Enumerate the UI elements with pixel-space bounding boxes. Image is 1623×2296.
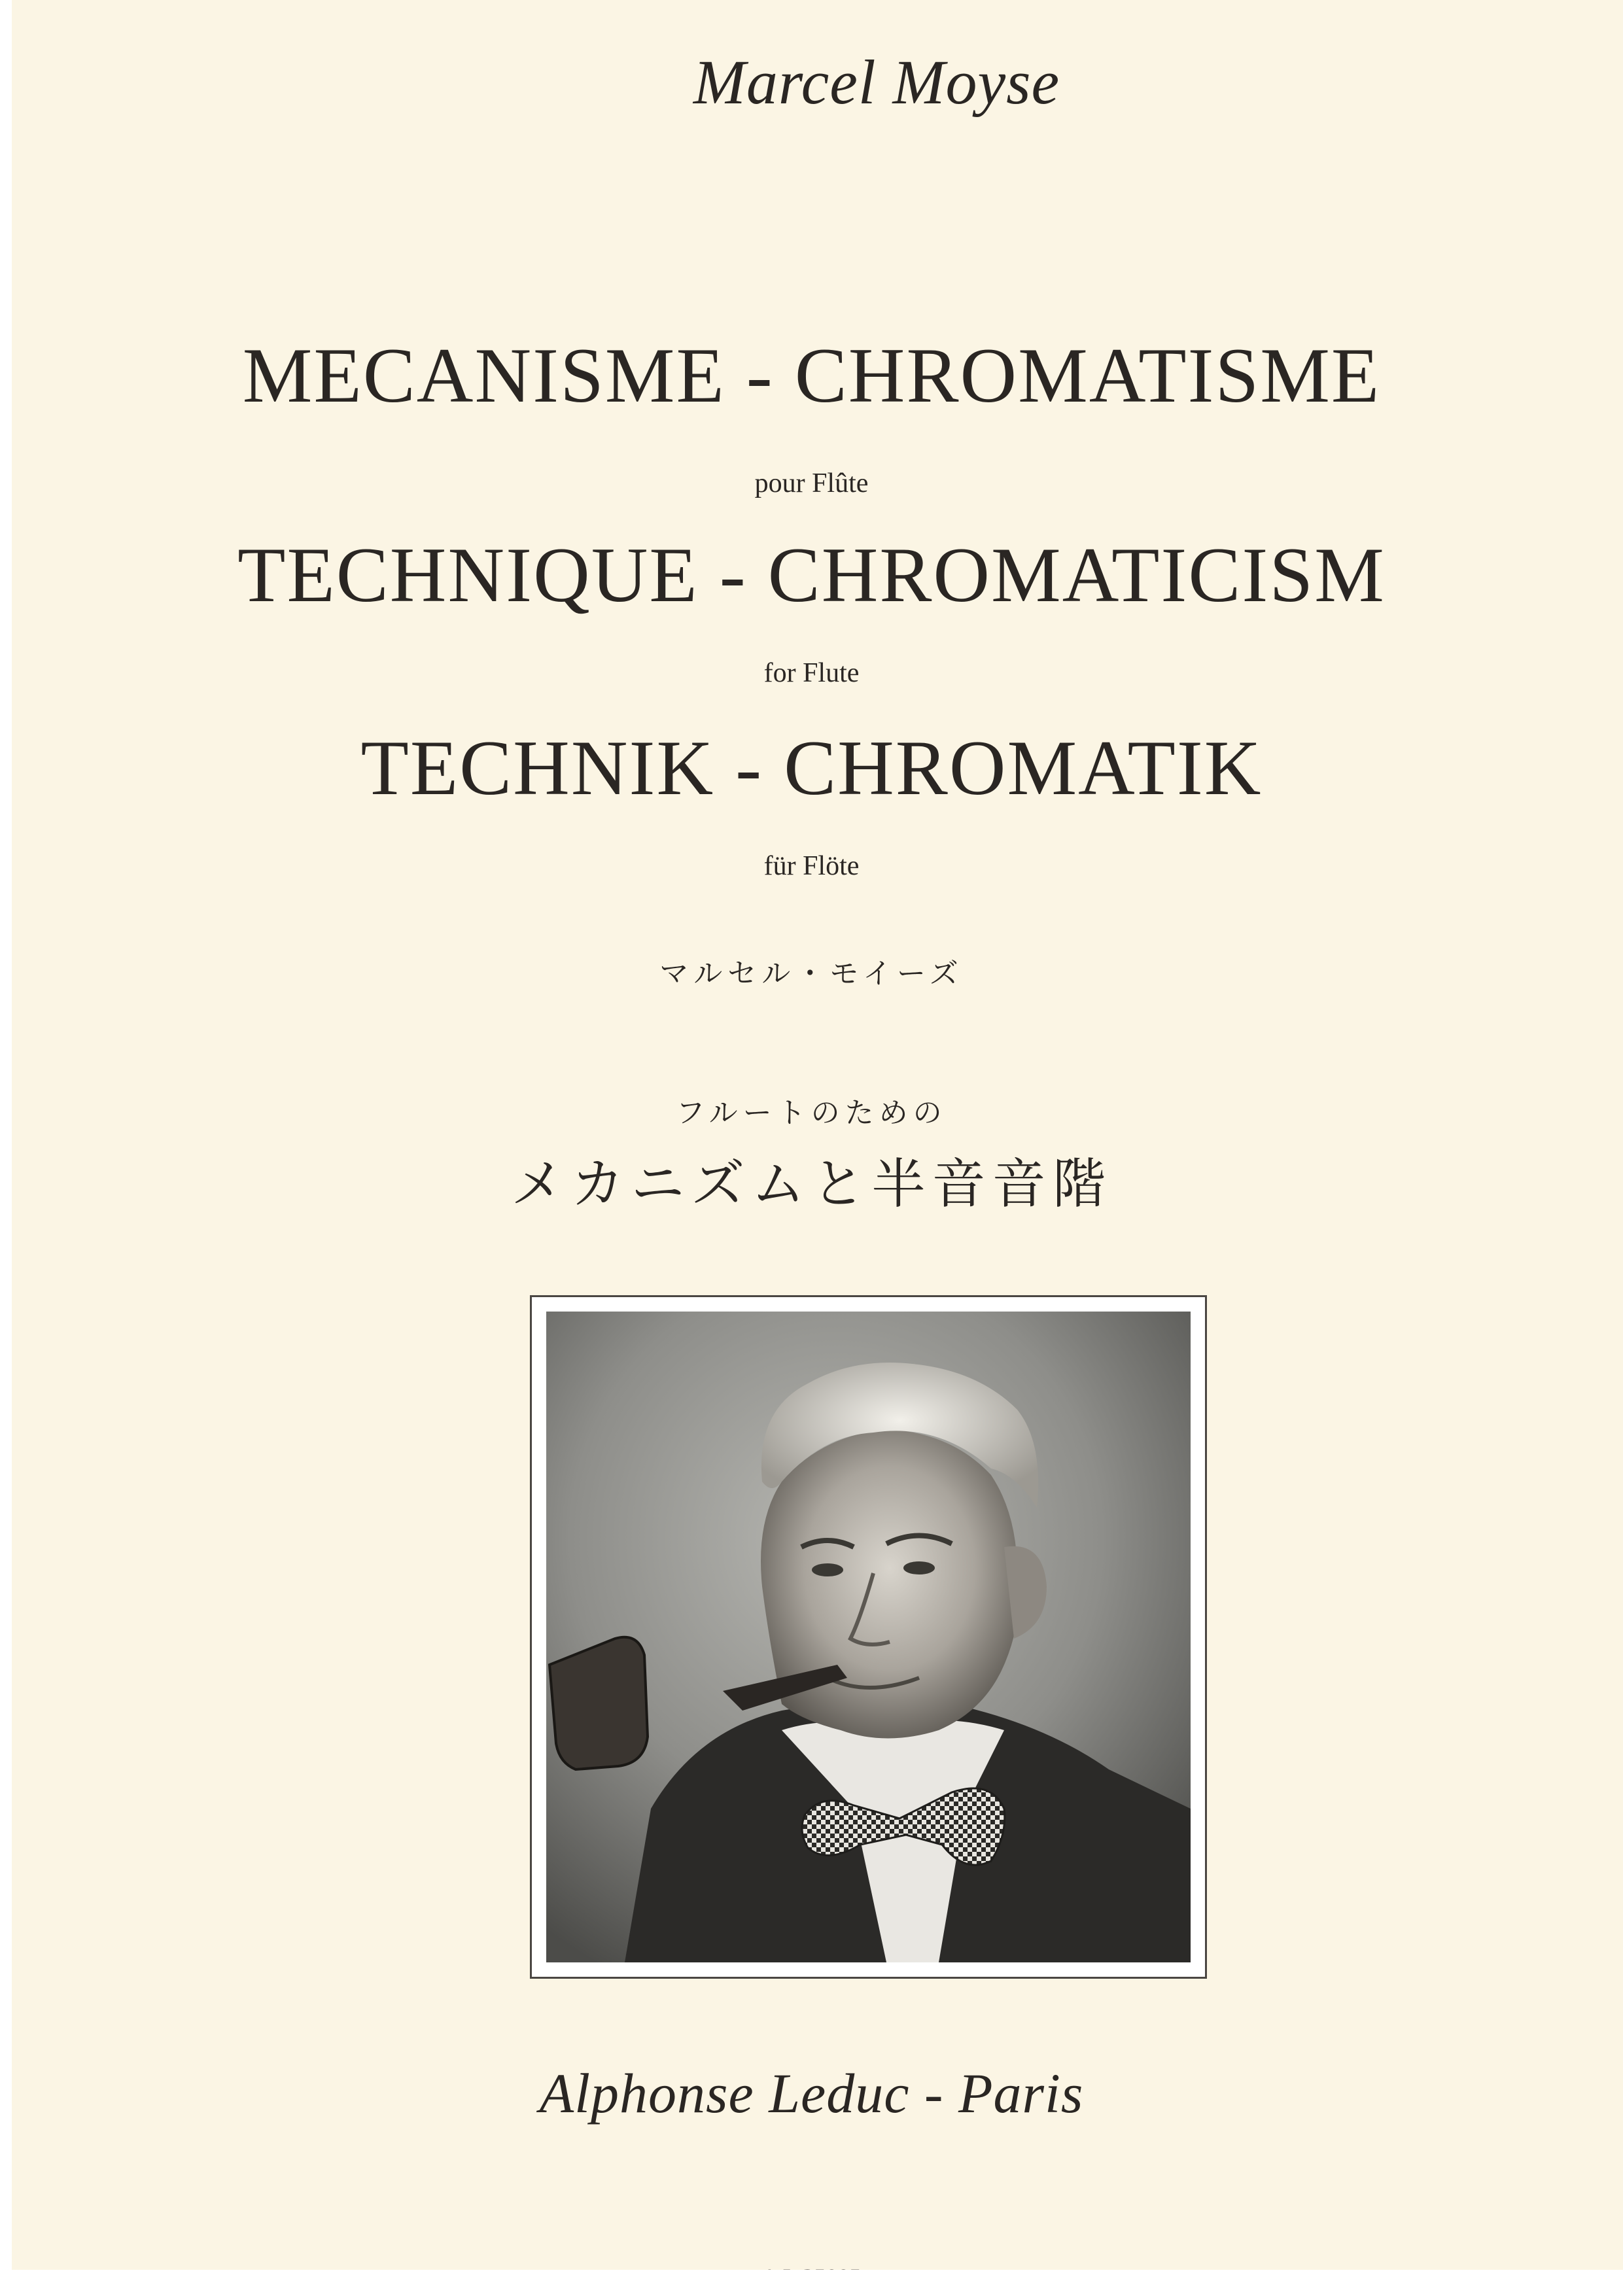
right-eye (903, 1561, 935, 1574)
author-name-japanese: マルセル・モイーズ (659, 957, 964, 990)
author-name: Marcel Moyse (693, 47, 1060, 117)
publisher-name: Alphonse Leduc - Paris (539, 2062, 1084, 2125)
portrait-frame (530, 1295, 1207, 1979)
subtitle-french: pour Flûte (754, 468, 869, 498)
title-german: TECHNIK - CHROMATIK (360, 724, 1263, 811)
subtitle-english: for Flute (763, 658, 860, 688)
left-eye (812, 1563, 843, 1576)
title-english: TECHNIQUE - CHROMATICISM (237, 531, 1386, 618)
subtitle-german: für Flöte (763, 851, 860, 881)
subtitle-japanese: フルートのための (676, 1096, 947, 1130)
title-french: MECANISME - CHROMATISME (242, 332, 1381, 419)
portrait-photo (546, 1312, 1191, 1962)
title-japanese: メカニズムと半音音階 (510, 1153, 1113, 1215)
scan-margin-bottom (0, 2270, 1623, 2296)
